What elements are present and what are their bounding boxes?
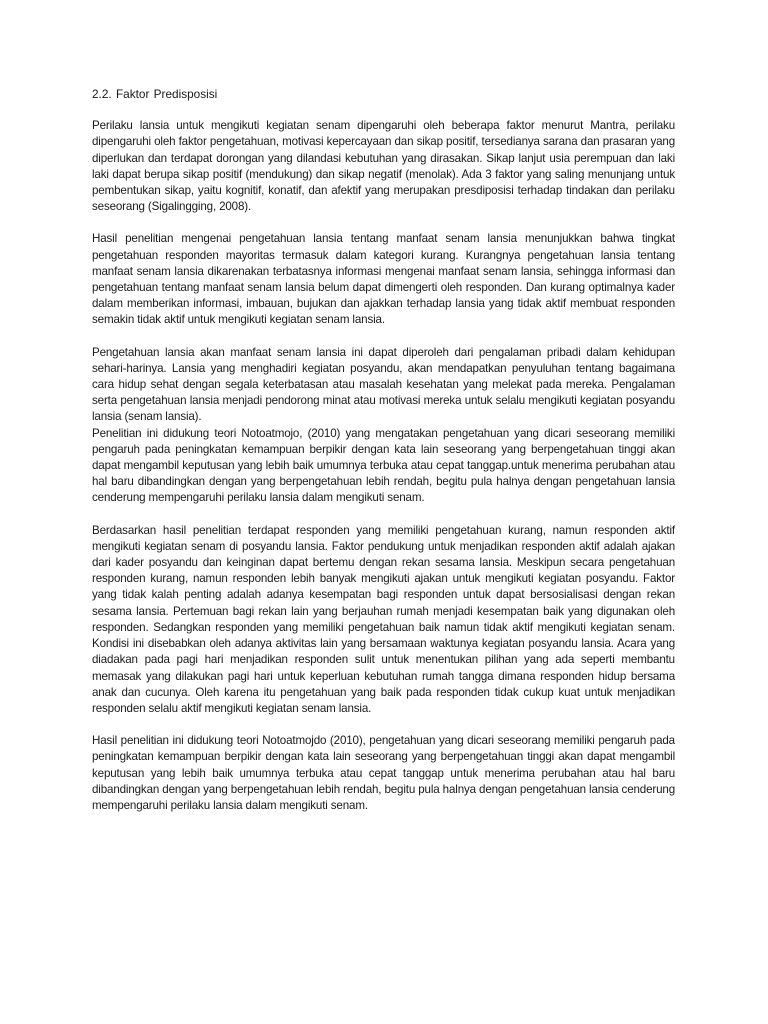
paragraph: Hasil penelitian ini didukung teori Notoatmojdo (2010), pengetahuan yang dicari seseorang memiliki pengaruh pada peningkatan kemampuan berpikir dengan kata lain seseorang yang berpengetahuan tinggi akan dapat mengambil keputusan yang lebih baik umumnya terbuka atau cepat tanggap untuk menerima perubahan atau hal baru dibandingkan dengan yang berpengetahuan lebih rendah, begitu pula halnya dengan pengetahuan lansia cenderung mempengaruhi perilaku lansia dalam mengikuti senam. xyxy=(92,734,675,812)
paragraph: Penelitian ini didukung teori Notoatmojo, (2010) yang mengatakan pengetahuan yang dicari seseorang memiliki pengaruh pada peningkatan kemampuan berpikir dengan kata lain seseorang yang berpengetahuan tinggi akan dapat mengambil keputusan yang lebih baik umumnya terbuka atau cepat tanggap.untuk menerima perubahan atau hal baru dibandingkan dengan yang berpengetahuan lebih rendah, begitu pula halnya dengan pengetahuan lansia cenderung mempengaruhi perilaku lansia dalam mengikuti senam. xyxy=(92,426,675,505)
document-body xyxy=(92,86,675,814)
section-heading: 2.2. Faktor Predisposisi xyxy=(92,87,218,101)
paragraph: Pengetahuan lansia akan manfaat senam lansia ini dapat diperoleh dari pengalaman pribadi dalam kehidupan sehari-harinya. Lansia yang menghadiri kegiatan posyandu, akan mendapatkan penyuluhan tentang bagaimana cara hidup sehat dengan segala keterbatasan atau masalah kesehatan yang melekat pada mereka. Pengalaman serta pengetahuan lansia menjadi pendorong minat atau motivasi mereka untuk selalu mengikuti kegiatan posyandu lansia (senam lansia). xyxy=(92,345,675,424)
paragraph: Hasil penelitian mengenai pengetahuan lansia tentang manfaat senam lansia menunjukkan bahwa tingkat pengetahuan responden mayoritas termasuk dalam kategori kurang. Kurangnya pengetahuan lansia tentang manfaat senam lansia dikarenakan terbatasnya informasi mengenai manfaat senam lansia, sehingga informasi dan pengetahuan tentang manfaat senam lansia belum dapat dimengerti oleh responden. Dan kurang optimalnya kader dalam memberikan informasi, imbauan, bujukan dan ajakkan terhadap lansia yang tidak aktif membuat responden semakin tidak aktif untuk mengikuti kegiatan senam lansia. xyxy=(92,232,675,327)
paragraph: Perilaku lansia untuk mengikuti kegiatan senam dipengaruhi oleh beberapa faktor menurut Mantra, perilaku dipengaruhi oleh faktor pengetahuan, motivasi kepercayaan dan sikap positif, tersedianya sarana dan prasaran yang diperlukan dan terdapat dorongan yang dilandasi kebutuhan yang dirasakan. Sikap lanjut usia perempuan dan laki laki dapat berupa sikap positif (mendukung) dan sikap negatif (menolak). Ada 3 faktor yang saling menunjang untuk pembentukan sikap, yaitu kognitif, konatif, dan afektif yang merupakan presdiposisi terhadap tindakan dan perilaku seseorang (Sigalingging, 2008). xyxy=(92,119,675,214)
paragraph: Berdasarkan hasil penelitian terdapat responden yang memiliki pengetahuan kurang, namun responden aktif mengikuti kegiatan senam di posyandu lansia. Faktor pendukung untuk menjadikan responden aktif adalah ajakan dari kader posyandu dan keinginan dapat bertemu dengan rekan sesama lansia. Meskipun secara pengetahuan responden kurang, namun responden lebih banyak mengikuti ajakan untuk mengikuti kegiatan posyandu. Faktor yang tidak kalah penting adalah adanya kesempatan bagi responden untuk dapat bersosialisasi dengan rekan sesama lansia. Pertemuan bagi rekan lain yang berjauhan rumah menjadi kesempatan baik yang digunakan oleh responden. Sedangkan responden yang memiliki pengetahuan baik namun tidak aktif mengikuti kegiatan senam. Kondisi ini disebabkan oleh adanya aktivitas lain yang bersamaan waktunya kegiatan posyandu lansia. Acara yang diadakan pada pagi hari menjadikan responden sulit untuk menentukan pilihan yang ada seperti membantu memasak yang dilakukan pagi hari untuk keperluan kebutuhan rumah tangga dimana responden hidup bersama anak dan cucunya. Oleh karena itu pengetahuan yang baik pada responden tidak cukup kuat untuk menjadikan responden selalu aktif mengikuti kegiatan senam lansia. xyxy=(92,523,675,715)
